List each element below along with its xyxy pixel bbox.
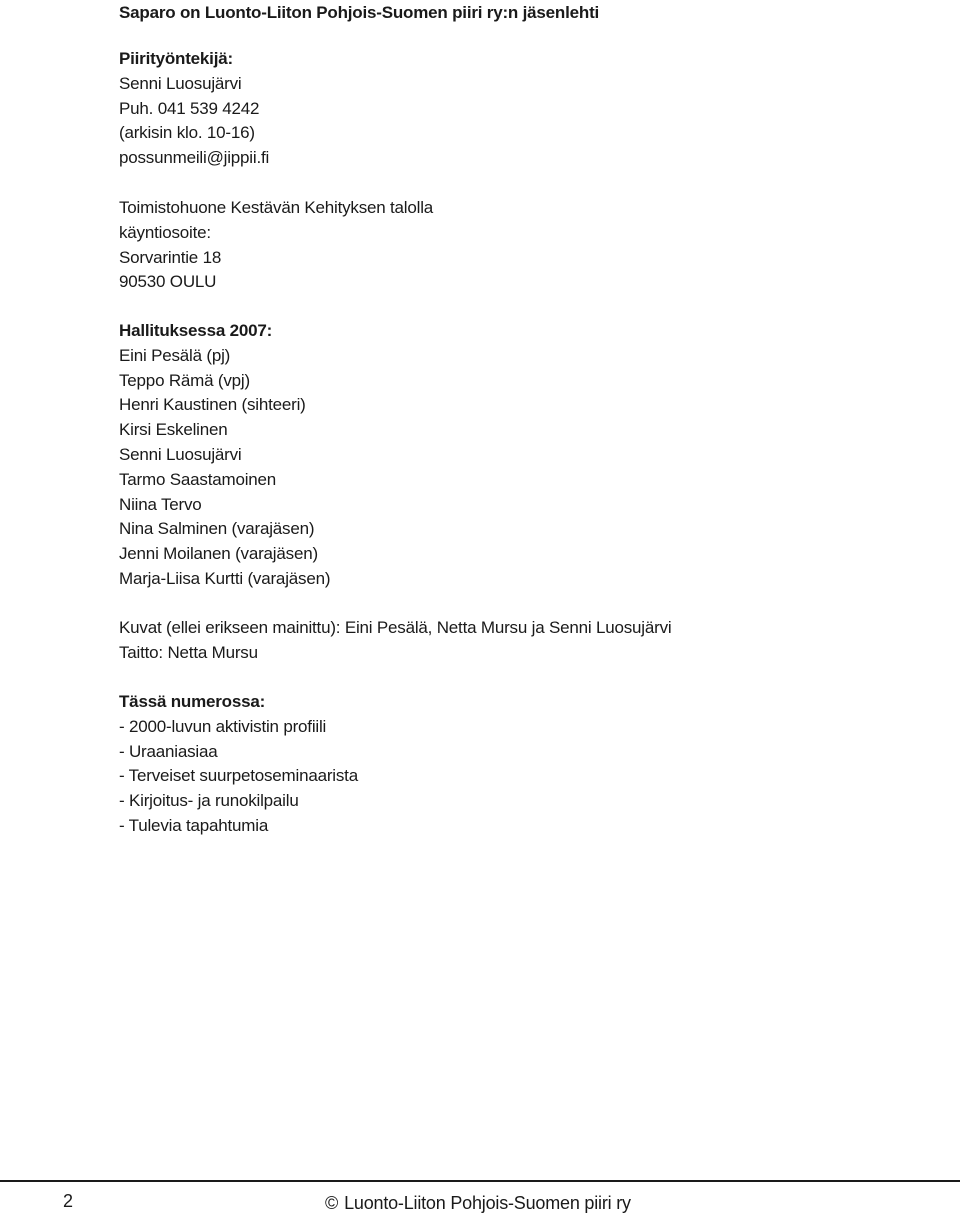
contact-hours: (arkisin klo. 10-16) — [119, 123, 255, 143]
page-number: 2 — [63, 1191, 74, 1211]
board-section — [119, 319, 330, 592]
board-member: Marja-Liisa Kurtti (varajäsen) — [119, 568, 331, 588]
copyright-icon: © — [325, 1193, 339, 1213]
contact-phone: Puh. 041 539 4242 — [119, 98, 260, 118]
contact-email: possunmeili@jippii.fi — [119, 148, 270, 168]
issue-item: - Uraaniasiaa — [119, 741, 218, 761]
issue-contents-section — [119, 690, 358, 839]
board-member: Jenni Moilanen (varajäsen) — [119, 544, 318, 564]
page-title: Saparo on Luonto-Liiton Pohjois-Suomen piiri ry:n jäsenlehti — [119, 3, 600, 22]
issue-heading: Tässä numerossa: — [119, 692, 266, 711]
contact-heading: Piirityöntekijä: — [119, 49, 233, 68]
layout-credits: Taitto: Netta Mursu — [119, 642, 258, 662]
office-postal: 90530 OULU — [119, 272, 217, 292]
credits-section — [119, 616, 671, 666]
board-member: Kirsi Eskelinen — [119, 420, 228, 440]
photo-credits: Kuvat (ellei erikseen mainittu): Eini Pesälä, Netta Mursu ja Senni Luosujärvi — [119, 618, 672, 637]
issue-item: - Tulevia tapahtumia — [119, 815, 269, 835]
issue-item: - Kirjoitus- ja runokilpailu — [119, 791, 299, 811]
board-member: Henri Kaustinen (sihteeri) — [119, 395, 306, 415]
board-member: Niina Tervo — [119, 494, 202, 514]
footer-credit — [325, 1192, 631, 1214]
office-street: Sorvarintie 18 — [119, 247, 222, 267]
board-member: Eini Pesälä (pj) — [119, 345, 231, 365]
board-member: Teppo Rämä (vpj) — [119, 370, 250, 390]
issue-item: - Terveiset suurpetoseminaarista — [119, 766, 358, 786]
board-heading: Hallituksessa 2007: — [119, 321, 273, 340]
contact-name: Senni Luosujärvi — [119, 73, 242, 93]
contact-section — [119, 47, 269, 171]
board-member: Nina Salminen (varajäsen) — [119, 519, 315, 539]
footer-organization: Luonto-Liiton Pohjois-Suomen piiri ry — [344, 1193, 631, 1213]
board-member: Tarmo Saastamoinen — [119, 469, 277, 489]
office-section — [119, 196, 433, 295]
issue-item: - 2000-luvun aktivistin profiili — [119, 716, 327, 736]
board-member: Senni Luosujärvi — [119, 444, 242, 464]
office-description: Toimistohuone Kestävän Kehityksen talolla — [119, 198, 434, 217]
footer-divider — [0, 1180, 960, 1182]
office-address-label: käyntiosoite: — [119, 222, 211, 242]
